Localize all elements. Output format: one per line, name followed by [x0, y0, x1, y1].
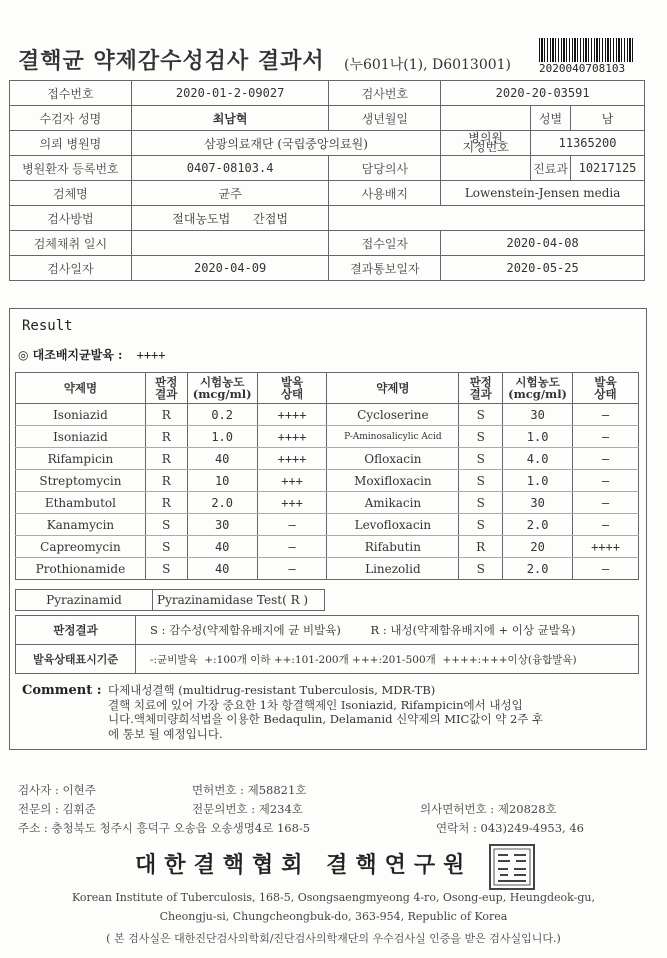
reception-no: 2020-01-2-09027 [131, 81, 329, 106]
license-no: 면허번호 : 제58821호 [192, 783, 307, 797]
address: 주소 : 충청북도 청주시 흥덕구 오송읍 오송생명4로 168-5 [18, 821, 311, 835]
drug-name: Rifabutin [327, 536, 459, 558]
method-2: 간접법 [253, 211, 288, 226]
drug-name: Ofloxacin [327, 448, 459, 470]
test-conc: 30 [503, 404, 573, 426]
judge-result: R [145, 404, 187, 426]
hospital-code-label: 병의원 지정번호 [441, 131, 531, 156]
result-title: Result [22, 318, 73, 334]
judge-result: S [459, 558, 503, 580]
table-row [16, 470, 639, 492]
growth-status: – [573, 492, 639, 514]
test-conc: 2.0 [503, 558, 573, 580]
judge-result: S [459, 448, 503, 470]
growth-status: ++++ [257, 404, 327, 426]
drug-name: Kanamycin [16, 514, 146, 536]
test-conc: 40 [187, 558, 257, 580]
dept-label: 진료과 [531, 156, 571, 181]
barcode-number: 2020040708103 [539, 62, 626, 75]
receipt-date-label: 접수일자 [329, 231, 441, 256]
growth-status: ++++ [257, 448, 327, 470]
drug-name: Isoniazid [16, 404, 146, 426]
judge-result: S [459, 404, 503, 426]
drug-name: Cycloserine [327, 404, 459, 426]
receipt-date: 2020-04-08 [441, 231, 645, 256]
growth-status: – [573, 426, 639, 448]
judge-result: S [459, 492, 503, 514]
growth-status: – [573, 514, 639, 536]
test-conc: 30 [503, 492, 573, 514]
col-judge-2: 판정 결과 [459, 373, 503, 404]
hospital-label: 의뢰 병원명 [10, 131, 132, 156]
drug-name: Prothionamide [16, 558, 146, 580]
certification-note: ( 본 검사실은 대한진단검사의학회/진단검사의학재단의 우수검사실 인증을 받은 검사실입니다.) [106, 932, 561, 945]
judge-result: R [145, 448, 187, 470]
judge-result: R [459, 536, 503, 558]
test-conc: 0.2 [187, 404, 257, 426]
comment-label: Comment : [22, 683, 102, 698]
test-no-label: 검사번호 [329, 81, 441, 106]
control-value: ++++ [136, 348, 166, 362]
drug-name: Amikacin [327, 492, 459, 514]
test-conc: 1.0 [503, 426, 573, 448]
comment-line: 에 통보 될 예정입니다. [108, 726, 223, 741]
specimen-label: 검체명 [10, 181, 132, 206]
judge-s-text: S : 감수성(약제함유배지에 균 비발육) [150, 623, 341, 637]
table-row [16, 558, 639, 580]
judge-result: R [145, 426, 187, 448]
col-growth: 발육 상태 [257, 373, 327, 404]
barcode [539, 38, 635, 62]
pza-label: Pyrazinamid [16, 590, 153, 611]
judge-result: S [145, 514, 187, 536]
growth-status: – [257, 514, 327, 536]
growth-legend-label: 발육상태표시기준 [16, 645, 136, 674]
test-no: 2020-20-03591 [441, 81, 645, 106]
judge-result: S [145, 558, 187, 580]
drug-name: Ethambutol [16, 492, 146, 514]
test-date-label: 검사일자 [10, 256, 132, 281]
test-conc: 2.0 [503, 514, 573, 536]
pza-value: Pyrazinamidase Test( R ) [153, 590, 325, 611]
dept-value: 10217125 [571, 156, 645, 181]
reg-no: 0407-08103.4 [131, 156, 329, 181]
growth-status: – [573, 558, 639, 580]
institute-address-en-1: Korean Institute of Tuberculosis, 168-5, Osongsaengmyeong 4-ro, Osong-eup, Heungdeok-gu, [71, 891, 595, 904]
test-conc: 1.0 [187, 426, 257, 448]
hospital-code: 11365200 [531, 131, 645, 156]
report-date-label: 결과통보일자 [329, 256, 441, 281]
doctor-value [441, 156, 531, 181]
col-judge: 판정 결과 [145, 373, 187, 404]
col-drug: 약제명 [16, 373, 146, 404]
growth-status: +++ [257, 492, 327, 514]
test-conc: 10 [187, 470, 257, 492]
drug-name: Moxifloxacin [327, 470, 459, 492]
legend-table [15, 615, 639, 674]
medium-label: 사용배지 [329, 181, 441, 206]
patient-info-table [9, 80, 645, 281]
drug-name: Streptomycin [16, 470, 146, 492]
table-row [16, 426, 639, 448]
test-conc: 40 [187, 448, 257, 470]
judge-result: R [145, 492, 187, 514]
birth-value [441, 106, 531, 131]
sex-label: 성별 [531, 106, 571, 131]
growth-status: – [573, 448, 639, 470]
comment-body [108, 683, 638, 741]
medium-value: Lowenstein-Jensen media [441, 181, 645, 206]
method-values [131, 206, 329, 231]
patient-name-label: 수검자 성명 [10, 106, 132, 131]
judge-result: S [145, 536, 187, 558]
table-row [16, 404, 639, 426]
susceptibility-table [15, 372, 639, 580]
test-conc: 2.0 [187, 492, 257, 514]
doctor-label: 담당의사 [329, 156, 441, 181]
col-growth-2: 발육 상태 [573, 373, 639, 404]
drug-name: Levofloxacin [327, 514, 459, 536]
col-conc-2: 시험농도 (mcg/ml) [503, 373, 573, 404]
growth-status: – [573, 470, 639, 492]
judge-r-text: R : 내성(약제함유배지에 + 이상 균발육) [370, 623, 576, 637]
comment-line: 다제내성결핵 (multidrug-resistant Tuberculosis, MDR-TB) [108, 683, 436, 697]
col-conc: 시험농도 (mcg/ml) [187, 373, 257, 404]
growth-status: ++++ [573, 536, 639, 558]
drug-name: Isoniazid [16, 426, 146, 448]
drug-name: Capreomycin [16, 536, 146, 558]
col-drug-2: 약제명 [327, 373, 459, 404]
specialist-no: 전문의번호 : 제234호 [192, 802, 303, 816]
birth-label: 생년월일 [329, 106, 441, 131]
test-conc: 20 [503, 536, 573, 558]
judge-result: S [459, 470, 503, 492]
comment-line: 결핵 치료에 있어 가장 중요한 1차 항결핵제인 Isoniazid, Rifampicin에서 내성입 [108, 697, 523, 712]
drug-name: Linezolid [327, 558, 459, 580]
control-label: ◎ 대조배지균발육 : [18, 348, 123, 362]
table-row [16, 492, 639, 514]
specimen-value: 균주 [131, 181, 329, 206]
judge-legend-label: 판정결과 [16, 616, 136, 645]
judge-legend [136, 616, 639, 645]
page-title: 결핵균 약제감수성검사 결과서 [18, 49, 325, 74]
method-label: 검사방법 [10, 206, 132, 231]
comment-line: 니다.액체미량희석법을 이용한 Bedaqulin, Delamanid 신약제의 MIC값이 약 2주 후 [108, 712, 544, 726]
growth-legend: -:균비발육 +:100개 이하 ++:101-200개 +++:201-500개 ++++:+++이상(융합발육) [136, 645, 639, 674]
specialist: 전문의 : 김휘준 [18, 802, 96, 816]
doctor-license: 의사면허번호 : 제20828호 [420, 802, 557, 816]
form-code: (누601나(1), D6013001) [344, 57, 512, 73]
judge-result: S [459, 514, 503, 536]
collect-date [131, 231, 329, 256]
test-conc: 4.0 [503, 448, 573, 470]
official-seal-icon [488, 843, 536, 891]
test-conc: 1.0 [503, 470, 573, 492]
hospital-name: 삼광의료재단 (국립중앙의료원) [131, 131, 440, 156]
examiner: 검사자 : 이현주 [18, 783, 96, 797]
test-date: 2020-04-09 [131, 256, 329, 281]
test-conc: 30 [187, 514, 257, 536]
contact: 연락처 : 043)249-4953, 46 [436, 821, 584, 835]
growth-status: – [257, 558, 327, 580]
drug-name: Rifampicin [16, 448, 146, 470]
institute-address-en-2: Cheongju-si, Chungcheongbuk-do, 363-954, Republic of Korea [159, 910, 508, 923]
drug-name: P-Aminosalicylic Acid [327, 426, 459, 448]
test-conc: 40 [187, 536, 257, 558]
control-growth [18, 346, 166, 363]
report-date: 2020-05-25 [441, 256, 645, 281]
reg-no-label: 병원환자 등록번호 [10, 156, 132, 181]
method-empty [329, 206, 645, 231]
institute-name-kr: 대한결핵협회 결핵연구원 [135, 853, 473, 878]
reception-no-label: 접수번호 [10, 81, 132, 106]
growth-status: – [573, 404, 639, 426]
judge-result: S [459, 426, 503, 448]
judge-result: R [145, 470, 187, 492]
patient-name: 최남혁 [131, 106, 329, 131]
method-1: 절대농도법 [172, 211, 231, 226]
growth-status: ++++ [257, 426, 327, 448]
table-row [16, 514, 639, 536]
growth-status: +++ [257, 470, 327, 492]
collect-date-label: 검체채취 일시 [10, 231, 132, 256]
sex-value: 남 [571, 106, 645, 131]
pza-table [15, 589, 325, 611]
table-row [16, 536, 639, 558]
growth-status: – [257, 536, 327, 558]
table-row [16, 448, 639, 470]
